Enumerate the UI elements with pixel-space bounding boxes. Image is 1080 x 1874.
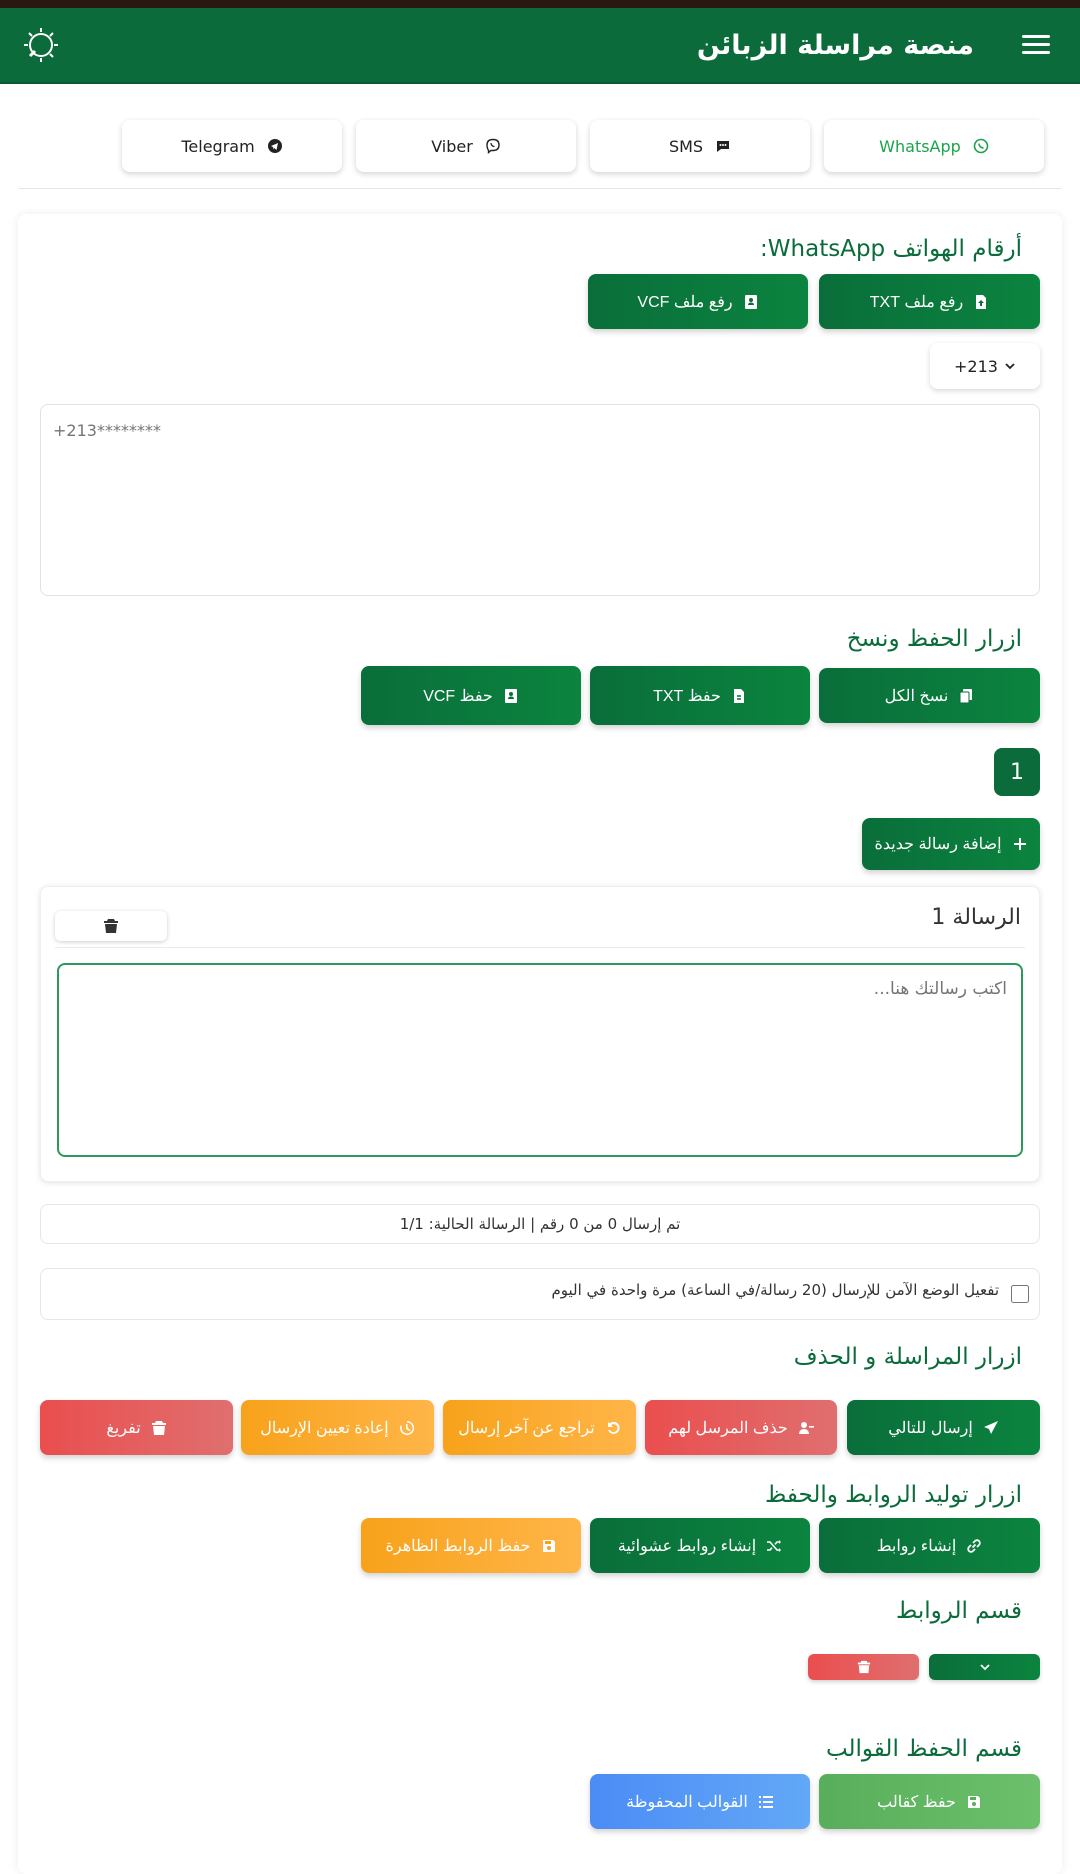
chevron-down-icon (1004, 360, 1016, 372)
upload-vcf-button[interactable]: رفع ملف VCF (588, 274, 808, 329)
logo-icon[interactable] (20, 24, 62, 66)
save-icon (966, 1794, 982, 1810)
chevron-down-icon (979, 1661, 991, 1673)
actions-heading: ازرار المراسلة و الحذف (793, 1344, 1022, 1370)
trash-icon (857, 1660, 871, 1674)
file-icon (731, 688, 747, 704)
channel-tabs (0, 120, 1080, 172)
safe-mode-checkbox[interactable] (1011, 1285, 1029, 1303)
message-card (40, 886, 1040, 1182)
tabs-divider (18, 188, 1062, 189)
links-section-heading: قسم الروابط (896, 1598, 1022, 1624)
country-code-select[interactable]: +213 (930, 343, 1040, 389)
random-links-button[interactable]: إنشاء روابط عشوائية (590, 1518, 810, 1573)
viber-icon (485, 138, 501, 154)
delete-message-button[interactable] (55, 911, 167, 941)
undo-last-button[interactable]: تراجع عن آخر إرسال (443, 1400, 636, 1455)
clear-button[interactable]: تفريغ (40, 1400, 233, 1455)
telegram-icon (267, 138, 283, 154)
hamburger-icon[interactable] (1022, 34, 1050, 56)
links-gen-heading: ازرار توليد الروابط والحفظ (765, 1482, 1022, 1508)
file-upload-icon (973, 294, 989, 310)
user-minus-icon (798, 1420, 814, 1436)
undo-icon (605, 1420, 621, 1436)
safe-mode-label: تفعيل الوضع الآمن للإرسال (20 رسالة/في الساعة) مرة واحدة في اليوم (551, 1281, 999, 1299)
tab-sms[interactable]: SMS (590, 120, 810, 172)
link-icon (966, 1538, 982, 1554)
reset-send-button[interactable]: إعادة تعيين الإرسال (241, 1400, 434, 1455)
trash-icon (151, 1420, 167, 1436)
contact-card-icon (503, 688, 519, 704)
create-links-button[interactable]: إنشاء روابط (819, 1518, 1040, 1573)
message-counter: 1 (994, 748, 1040, 796)
trash-icon (103, 918, 119, 934)
sms-icon (715, 138, 731, 154)
plus-icon (1012, 836, 1028, 852)
list-icon (758, 1794, 774, 1810)
copy-icon (958, 688, 974, 704)
copy-all-button[interactable]: نسخ الكل (819, 668, 1040, 723)
save-icon (541, 1538, 557, 1554)
delete-sent-button[interactable]: حذف المرسل لهم (645, 1400, 837, 1455)
add-message-button[interactable]: إضافة رسالة جديدة (862, 818, 1040, 870)
tab-whatsapp[interactable]: WhatsApp (824, 120, 1044, 172)
templates-heading: قسم الحفظ القوالب (825, 1736, 1022, 1762)
save-visible-links-button[interactable]: حفظ الروابط الظاهرة (361, 1518, 581, 1573)
save-txt-button[interactable]: حفظ TXT (590, 666, 810, 725)
message-input[interactable] (57, 963, 1023, 1157)
send-next-button[interactable]: إرسال للتالي (847, 1400, 1040, 1455)
send-status: تم إرسال 0 من 0 رقم | الرسالة الحالية: 1/1 (40, 1204, 1040, 1244)
navbar (0, 8, 1080, 84)
message-divider (55, 947, 1025, 948)
tab-telegram[interactable]: Telegram (122, 120, 342, 172)
expand-links-button[interactable] (929, 1654, 1040, 1680)
phone-numbers-input[interactable] (40, 404, 1040, 596)
message-title: الرسالة 1 (931, 905, 1021, 930)
delete-links-button[interactable] (808, 1654, 919, 1680)
app-title: منصة مراسلة الزبائن (696, 29, 974, 61)
send-icon (983, 1420, 999, 1436)
upload-txt-button[interactable]: رفع ملف TXT (819, 274, 1040, 329)
phones-heading: أرقام الهواتف WhatsApp: (760, 236, 1022, 262)
top-strip (0, 0, 1080, 8)
save-vcf-button[interactable]: حفظ VCF (361, 666, 581, 725)
save-copy-heading: ازرار الحفظ ونسخ (846, 626, 1022, 652)
history-icon (399, 1420, 415, 1436)
saved-templates-button[interactable]: القوالب المحفوظة (590, 1774, 810, 1829)
contact-card-icon (743, 294, 759, 310)
save-template-button[interactable]: حفظ كقالب (819, 1774, 1040, 1829)
shuffle-icon (766, 1538, 782, 1554)
tab-viber[interactable]: Viber (356, 120, 576, 172)
whatsapp-icon (973, 138, 989, 154)
safe-mode-option[interactable] (40, 1268, 1040, 1320)
